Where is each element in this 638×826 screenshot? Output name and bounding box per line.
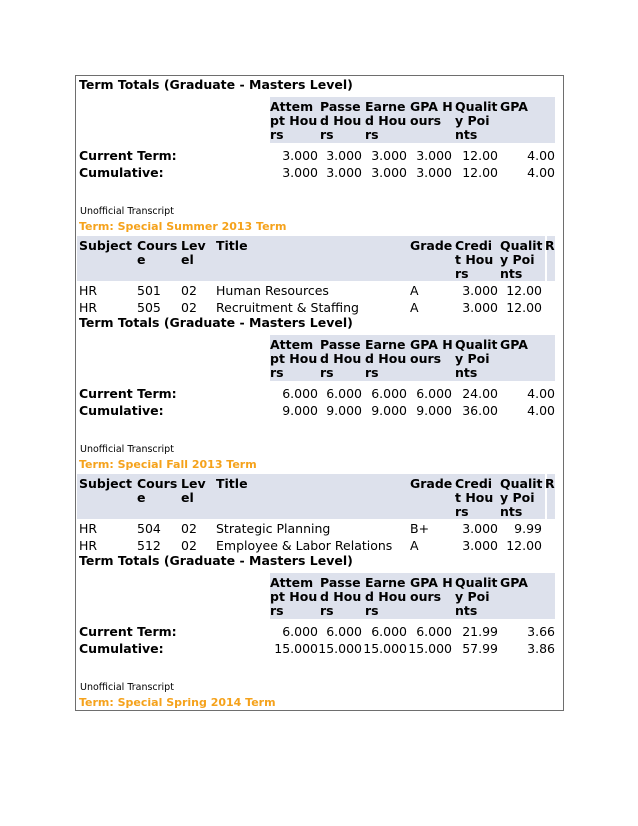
current-term-value: 3.000 — [416, 148, 452, 163]
course-subject: HR — [79, 283, 98, 298]
course-credit-hours: 3.000 — [462, 283, 498, 298]
course-grade: A — [410, 538, 419, 553]
totals-col-header: Attempt Hours — [270, 575, 318, 618]
current-term-value: 6.000 — [282, 624, 318, 639]
course-col-header: R — [545, 238, 555, 253]
course-quality-points: 9.99 — [514, 521, 542, 536]
course-credit-hours: 3.000 — [462, 300, 498, 315]
current-term-value: 3.66 — [527, 624, 555, 639]
current-term-label: Current Term: — [79, 386, 177, 401]
cumulative-value: 9.000 — [326, 403, 362, 418]
course-col-header: Credit Hours — [455, 238, 494, 281]
course-title: Recruitment & Staffing — [216, 300, 359, 315]
current-term-value: 6.000 — [282, 386, 318, 401]
cumulative-value: 3.000 — [282, 165, 318, 180]
course-level: 02 — [181, 538, 197, 553]
unofficial-transcript-label: Unofficial Transcript — [80, 682, 174, 693]
current-term-label: Current Term: — [79, 148, 177, 163]
current-term-value: 24.00 — [462, 386, 498, 401]
course-grade: A — [410, 300, 419, 315]
totals-col-header: GPA Hours — [410, 575, 453, 604]
course-number: 504 — [137, 521, 161, 536]
current-term-value: 6.000 — [416, 386, 452, 401]
current-term-value: 6.000 — [371, 386, 407, 401]
current-term-value: 6.000 — [416, 624, 452, 639]
course-col-header: Course — [137, 476, 178, 505]
course-credit-hours: 3.000 — [462, 521, 498, 536]
course-subject: HR — [79, 538, 98, 553]
current-term-value: 4.00 — [527, 148, 555, 163]
course-subject: HR — [79, 300, 98, 315]
cumulative-value: 3.000 — [416, 165, 452, 180]
term-title: Term: Special Summer 2013 Term — [79, 220, 287, 233]
course-number: 501 — [137, 283, 161, 298]
course-col-header: R — [545, 476, 555, 491]
term-totals-title: Term Totals (Graduate - Masters Level) — [79, 77, 353, 92]
current-term-value: 12.00 — [462, 148, 498, 163]
course-title: Human Resources — [216, 283, 329, 298]
totals-col-header: GPA — [500, 575, 528, 590]
course-level: 02 — [181, 521, 197, 536]
cumulative-value: 3.000 — [326, 165, 362, 180]
course-col-header: Level — [181, 238, 206, 267]
course-col-header: Grade — [410, 476, 453, 491]
totals-col-header: Earned Hours — [365, 99, 407, 142]
totals-col-header: Earned Hours — [365, 575, 407, 618]
course-credit-hours: 3.000 — [462, 538, 498, 553]
totals-col-header: GPA — [500, 337, 528, 352]
course-quality-points: 12.00 — [506, 538, 542, 553]
unofficial-transcript-label: Unofficial Transcript — [80, 206, 174, 217]
cumulative-value: 12.00 — [462, 165, 498, 180]
term-title: Term: Special Fall 2013 Term — [79, 458, 257, 471]
totals-col-header: GPA — [500, 99, 528, 114]
current-term-label: Current Term: — [79, 624, 177, 639]
course-level: 02 — [181, 283, 197, 298]
course-grade: A — [410, 283, 419, 298]
cumulative-value: 36.00 — [462, 403, 498, 418]
totals-col-header: Attempt Hours — [270, 99, 318, 142]
current-term-value: 21.99 — [462, 624, 498, 639]
course-level: 02 — [181, 300, 197, 315]
unofficial-transcript-label: Unofficial Transcript — [80, 444, 174, 455]
totals-col-header: Quality Points — [455, 99, 498, 142]
cumulative-value: 3.000 — [371, 165, 407, 180]
course-col-header: Course — [137, 238, 178, 267]
cumulative-value: 15.000 — [318, 641, 362, 656]
course-col-header: Grade — [410, 238, 453, 253]
cumulative-value: 3.86 — [527, 641, 555, 656]
course-number: 505 — [137, 300, 161, 315]
cumulative-value: 9.000 — [282, 403, 318, 418]
course-col-header: Credit Hours — [455, 476, 494, 519]
cumulative-value: 15.000 — [274, 641, 318, 656]
cumulative-label: Cumulative: — [79, 403, 164, 418]
totals-col-header: Passed Hours — [320, 337, 362, 380]
cumulative-label: Cumulative: — [79, 641, 164, 656]
totals-col-header: Attempt Hours — [270, 337, 318, 380]
course-quality-points: 12.00 — [506, 300, 542, 315]
course-subject: HR — [79, 521, 98, 536]
totals-col-header: GPA Hours — [410, 99, 453, 128]
totals-col-header: Quality Points — [455, 337, 498, 380]
cumulative-value: 15.000 — [408, 641, 452, 656]
totals-col-header: Earned Hours — [365, 337, 407, 380]
course-col-header: Quality Points — [500, 476, 543, 519]
term-title: Term: Special Spring 2014 Term — [79, 696, 276, 709]
course-quality-points: 12.00 — [506, 283, 542, 298]
current-term-value: 6.000 — [371, 624, 407, 639]
current-term-value: 3.000 — [282, 148, 318, 163]
totals-col-header: Passed Hours — [320, 99, 362, 142]
totals-col-header: Quality Points — [455, 575, 498, 618]
cumulative-value: 4.00 — [527, 403, 555, 418]
current-term-value: 3.000 — [371, 148, 407, 163]
cumulative-value: 4.00 — [527, 165, 555, 180]
cumulative-value: 57.99 — [462, 641, 498, 656]
cumulative-label: Cumulative: — [79, 165, 164, 180]
cumulative-value: 9.000 — [371, 403, 407, 418]
course-col-header: Level — [181, 476, 206, 505]
current-term-value: 4.00 — [527, 386, 555, 401]
frame-bottom-border — [75, 710, 564, 711]
course-col-header: Title — [216, 476, 248, 491]
current-term-value: 6.000 — [326, 386, 362, 401]
current-term-value: 6.000 — [326, 624, 362, 639]
course-col-header: Subject — [79, 476, 132, 491]
term-totals-title: Term Totals (Graduate - Masters Level) — [79, 553, 353, 568]
course-number: 512 — [137, 538, 161, 553]
course-grade: B+ — [410, 521, 430, 536]
course-col-header: Title — [216, 238, 248, 253]
totals-col-header: GPA Hours — [410, 337, 453, 366]
course-title: Employee & Labor Relations — [216, 538, 393, 553]
cumulative-value: 15.000 — [363, 641, 407, 656]
cumulative-value: 9.000 — [416, 403, 452, 418]
totals-col-header: Passed Hours — [320, 575, 362, 618]
course-title: Strategic Planning — [216, 521, 331, 536]
course-col-header: Subject — [79, 238, 132, 253]
term-totals-title: Term Totals (Graduate - Masters Level) — [79, 315, 353, 330]
current-term-value: 3.000 — [326, 148, 362, 163]
course-col-header: Quality Points — [500, 238, 543, 281]
